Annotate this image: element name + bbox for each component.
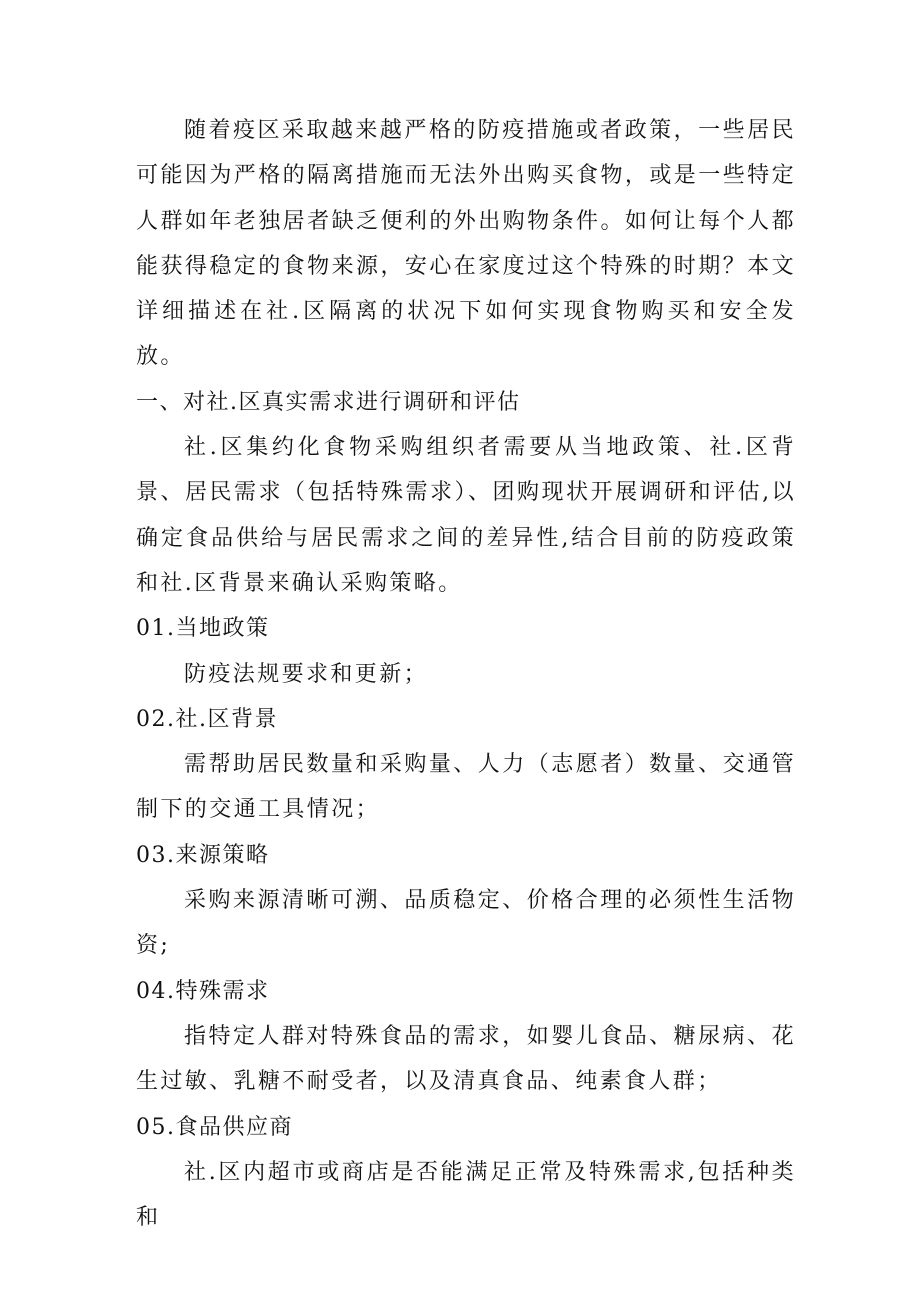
section-1-paragraph: 社.区集约化食物采购组织者需要从当地政策、社.区背景、居民需求（包括特殊需求）、团购现状开展调研和评估,以确定食品供给与居民需求之间的差异性,结合目前的防疫政策和社.区背景来确认采购策略。 xyxy=(136,435,796,596)
item-body-local-policy: 防疫法规要求和更新； xyxy=(184,661,429,687)
item-heading-community-background: 02.社.区背景 xyxy=(136,706,278,732)
item-body-sourcing-strategy: 采购来源清晰可溯、品质稳定、价格合理的必须性生活物资; xyxy=(136,888,796,959)
item-heading-local-policy: 01.当地政策 xyxy=(136,616,270,642)
item-body-food-suppliers: 社.区内超市或商店是否能满足正常及特殊需求,包括种类和 xyxy=(136,1159,796,1231)
document-body xyxy=(136,108,796,1240)
section-heading-1: 一、对社.区真实需求进行调研和评估 xyxy=(136,389,521,415)
item-heading-food-suppliers: 05.食品供应商 xyxy=(136,1114,293,1140)
intro-paragraph: 随着疫区采取越来越严格的防疫措施或者政策，一些居民可能因为严格的隔离措施而无法外出购买食物，或是一些特定人群如年老独居者缺乏便利的外出购物条件。如何让每个人都能获得稳定的食物来源，安心在家度过这个特殊的时期？本文详细描述在社.区隔离的状况下如何实现食物购买和安全发放。 xyxy=(136,118,796,370)
item-body-special-needs: 指特定人群对特殊食品的需求，如婴儿食品、糖尿病、花生过敏、乳糖不耐受者，以及清真食品、纯素食人群； xyxy=(136,1023,796,1095)
item-body-community-background: 需帮助居民数量和采购量、人力（志愿者）数量、交通管制下的交通工具情况； xyxy=(136,752,796,823)
item-heading-special-needs: 04.特殊需求 xyxy=(136,978,270,1004)
item-heading-sourcing-strategy: 03.来源策略 xyxy=(136,842,270,868)
